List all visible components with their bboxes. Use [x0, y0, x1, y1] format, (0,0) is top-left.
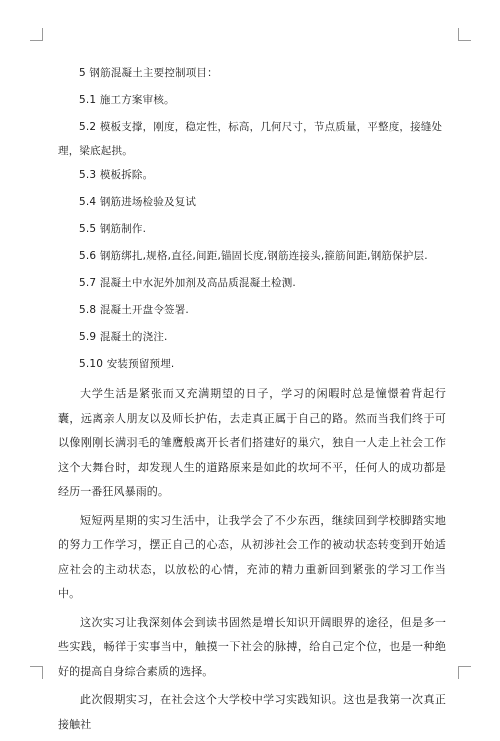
paragraph: 大学生活是紧张而又充满期望的日子，学习的闲暇时总是憧憬着背起行囊，远离亲人朋友以及师长护佑，去走真正属于自己的路。然而当我们终于可以像刚刚长满羽毛的雏鹰般离开长者们搭建好的巢穴，独自一人走上社会工作这个大舞台时，却发现人生的道路原来是如此的坎坷不平，任何人的成功都是经历一番狂风暴雨的。	[58, 387, 446, 498]
crop-mark-top-right	[458, 28, 471, 41]
document-body	[58, 66, 446, 741]
list-item: 5.1 施工方案审核。	[79, 94, 175, 106]
list-item: 5.7 混凝土中水泥外加剂及高品质混凝土检测.	[79, 277, 296, 289]
list-item: 5.2 模板支撑，刚度，稳定性，标高，几何尺寸，节点质量，平整度，接缝处理，梁底起拱。	[58, 121, 443, 157]
list-item: 5.5 钢筋制作.	[79, 223, 147, 235]
list-item: 5.4 钢筋进场检验及复试	[79, 196, 197, 208]
list-item: 5.8 混凝土开盘令签署.	[79, 304, 189, 316]
paragraph: 这次实习让我深刻体会到读书固然是增长知识开阔眼界的途径，但是多一些实践，畅徉于实事当中，触摸一下社会的脉搏，给自己定个位，也是一种绝好的提高自身综合素质的选择。	[58, 615, 446, 678]
list-item: 5.10 安装预留预埋.	[79, 358, 175, 370]
list-item: 5.3 模板拆除。	[79, 169, 154, 181]
crop-mark-top-left	[30, 28, 43, 41]
list-item: 5.9 混凝土的浇注.	[79, 331, 168, 343]
crop-mark-bottom-right	[458, 666, 471, 679]
paragraph: 短短两星期的实习生活中，让我学会了不少东西，继续回到学校脚踏实地的努力工作学习，摆正自己的心态，从初涉社会工作的被动状态转变到开始适应社会的主动状态，以放松的心情，充沛的精力重新回到紧张的学习工作当中。	[58, 513, 446, 600]
section-heading: 5 钢筋混凝土主要控制项目：	[79, 67, 218, 79]
crop-mark-bottom-left	[30, 666, 43, 679]
paragraph: 此次假期实习，在社会这个大学校中学习实践知识。这也是我第一次真正接触社	[58, 693, 446, 731]
list-item: 5.6 钢筋绑扎,规格,直径,间距,锚固长度,钢筋连接头,箍筋间距,钢筋保护层.	[79, 250, 428, 262]
